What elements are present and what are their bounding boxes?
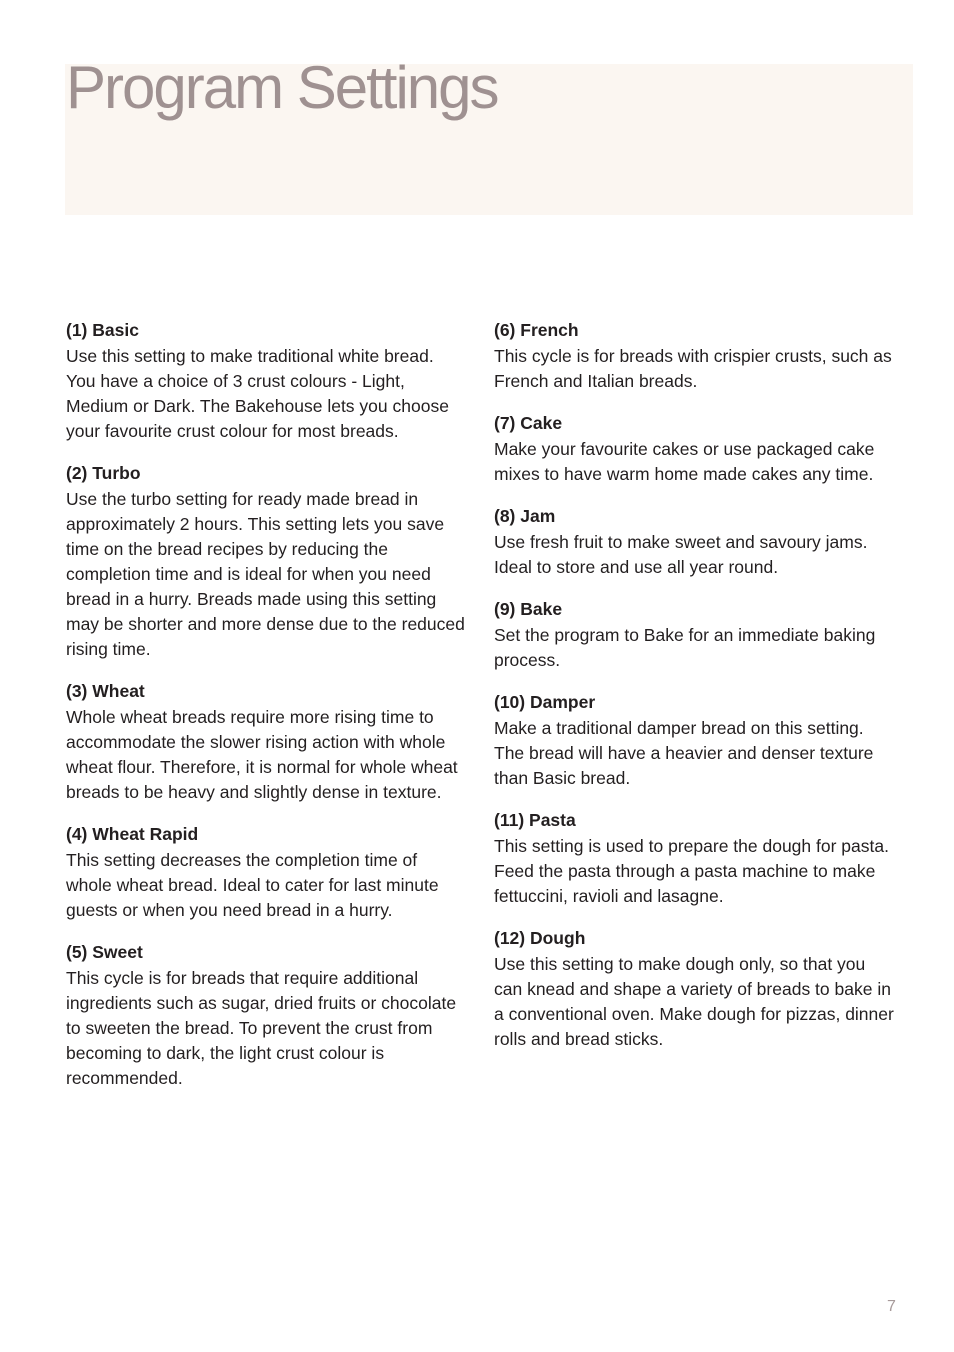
setting-heading: (6) French xyxy=(494,320,579,340)
setting-description: Make a traditional damper bread on this setting. The bread will have a heavier and denser texture than Basic bread. xyxy=(494,718,874,788)
setting-cake xyxy=(494,409,894,487)
setting-sweet xyxy=(66,938,466,1091)
setting-description: Set the program to Bake for an immediate baking process. xyxy=(494,625,876,670)
setting-heading: (5) Sweet xyxy=(66,942,143,962)
page-title: Program Settings xyxy=(66,54,498,121)
setting-heading: (12) Dough xyxy=(494,928,586,948)
setting-heading: (1) Basic xyxy=(66,320,139,340)
setting-description: This setting decreases the completion time of whole wheat bread. Ideal to cater for last minute guests or when you need bread in a hurry. xyxy=(66,850,439,920)
setting-description: Use this setting to make dough only, so that you can knead and shape a variety of breads to bake in a conventional oven. Make dough for pizzas, dinner rolls and bread sticks. xyxy=(494,954,894,1049)
setting-heading: (10) Damper xyxy=(494,692,596,712)
setting-heading: (4) Wheat Rapid xyxy=(66,824,199,844)
setting-wheat-rapid xyxy=(66,820,466,923)
right-column xyxy=(494,316,894,1067)
setting-heading: (8) Jam xyxy=(494,506,556,526)
setting-description: Make your favourite cakes or use packaged cake mixes to have warm home made cakes any time. xyxy=(494,439,875,484)
setting-description: Use fresh fruit to make sweet and savoury jams. Ideal to store and use all year round. xyxy=(494,532,868,577)
page-number: 7 xyxy=(887,1298,896,1315)
setting-description: Whole wheat breads require more rising time to accommodate the slower rising action with whole wheat flour. Therefore, it is normal for whole wheat breads to be heavy and slightly dense in texture. xyxy=(66,707,458,802)
setting-jam xyxy=(494,502,894,580)
setting-description: This cycle is for breads with crispier crusts, such as French and Italian breads. xyxy=(494,346,892,391)
setting-description: Use the turbo setting for ready made bread in approximately 2 hours. This setting lets you save time on the bread recipes by reducing the completion time and is ideal for when you need bread in a hurry. Breads made using this setting may be shorter and more dense due to the reduced rising time. xyxy=(66,489,465,659)
setting-heading: (9) Bake xyxy=(494,599,563,619)
setting-pasta xyxy=(494,806,894,909)
setting-bake xyxy=(494,595,894,673)
setting-french xyxy=(494,316,894,394)
setting-damper xyxy=(494,688,894,791)
setting-turbo xyxy=(66,459,466,662)
setting-wheat xyxy=(66,677,466,805)
setting-heading: (11) Pasta xyxy=(494,810,576,830)
left-column xyxy=(66,316,466,1106)
setting-description: This cycle is for breads that require additional ingredients such as sugar, dried fruits or chocolate to sweeten the bread. To prevent the crust from becoming to dark, the light crust colour is recommended. xyxy=(66,968,457,1088)
setting-dough xyxy=(494,924,894,1052)
setting-heading: (7) Cake xyxy=(494,413,563,433)
setting-description: This setting is used to prepare the dough for pasta. Feed the pasta through a pasta machine to make fettuccini, ravioli and lasagne. xyxy=(494,836,889,906)
setting-description: Use this setting to make traditional white bread. You have a choice of 3 crust colours - Light, Medium or Dark. The Bakehouse lets you choose your favourite crust colour for most breads. xyxy=(66,346,449,441)
setting-heading: (3) Wheat xyxy=(66,681,145,701)
setting-basic xyxy=(66,316,466,444)
setting-heading: (2) Turbo xyxy=(66,463,141,483)
